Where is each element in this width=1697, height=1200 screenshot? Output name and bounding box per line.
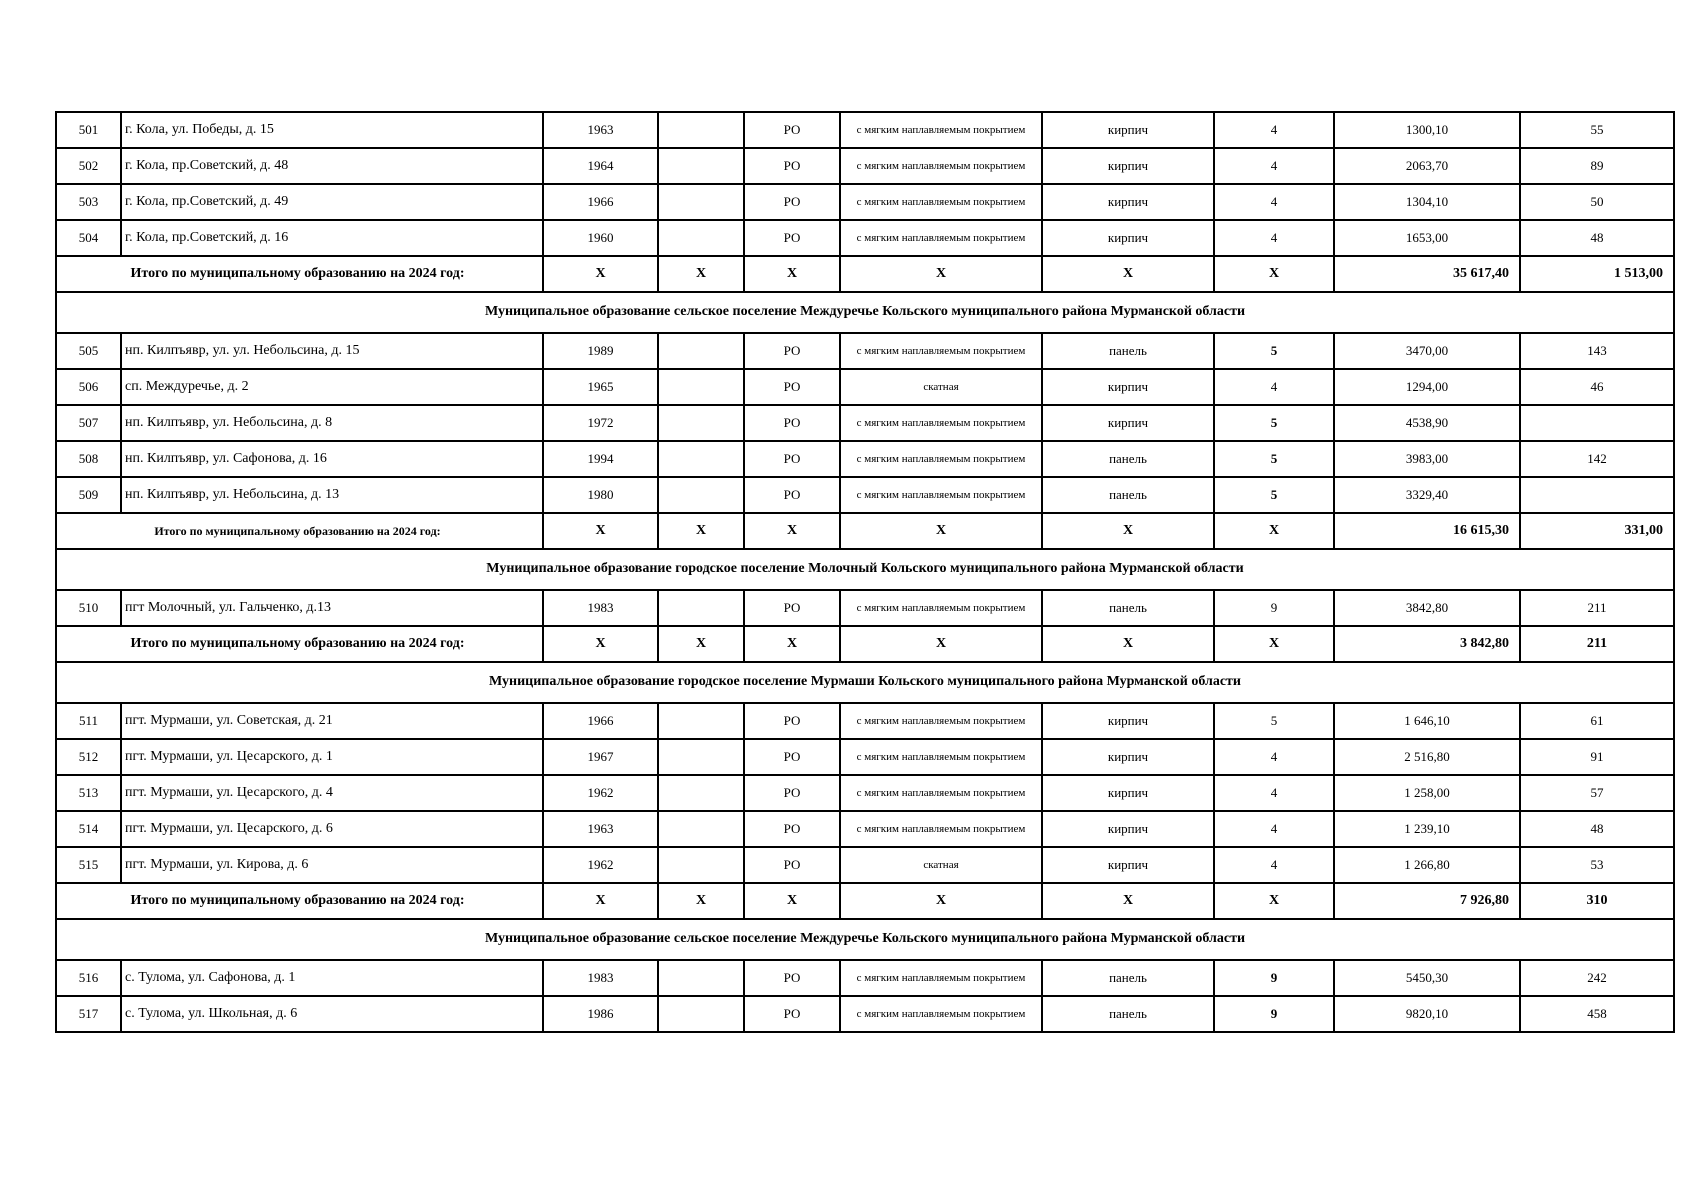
row-number: 501 — [56, 112, 121, 148]
residents-cell: 242 — [1520, 960, 1674, 996]
roof-type-cell: с мягким наплавляемым покрытием — [840, 590, 1042, 626]
x-mark-cell: X — [1042, 883, 1214, 919]
empty-cell — [658, 847, 744, 883]
roof-type-cell: с мягким наплавляемым покрытием — [840, 477, 1042, 513]
year-cell: 1972 — [543, 405, 658, 441]
year-cell: 1967 — [543, 739, 658, 775]
method-cell: РО — [744, 590, 840, 626]
municipality-section-row — [56, 919, 1674, 960]
municipality-section-row — [56, 292, 1674, 333]
address-cell: пгт Молочный, ул. Гальченко, д.13 — [121, 590, 543, 626]
address-cell: нп. Килпъявр, ул. Небольсина, д. 13 — [121, 477, 543, 513]
roof-type-cell: с мягким наплавляемым покрытием — [840, 996, 1042, 1032]
table-row — [56, 775, 1674, 811]
table-row — [56, 441, 1674, 477]
empty-cell — [658, 405, 744, 441]
residents-cell: 89 — [1520, 148, 1674, 184]
floors-cell: 5 — [1214, 441, 1334, 477]
area-cell: 3329,40 — [1334, 477, 1520, 513]
table-row — [56, 184, 1674, 220]
address-cell: г. Кола, пр.Советский, д. 49 — [121, 184, 543, 220]
residents-cell: 48 — [1520, 220, 1674, 256]
table-row — [56, 220, 1674, 256]
empty-cell — [658, 996, 744, 1032]
roof-type-cell: с мягким наплавляемым покрытием — [840, 184, 1042, 220]
x-mark-cell: X — [1042, 256, 1214, 292]
subtotal-area: 35 617,40 — [1334, 256, 1520, 292]
floors-cell: 4 — [1214, 148, 1334, 184]
table-row — [56, 369, 1674, 405]
table-row — [56, 703, 1674, 739]
address-cell: г. Кола, пр.Советский, д. 16 — [121, 220, 543, 256]
subtotal-residents: 331,00 — [1520, 513, 1674, 549]
area-cell: 3983,00 — [1334, 441, 1520, 477]
area-cell: 3842,80 — [1334, 590, 1520, 626]
floors-cell: 9 — [1214, 960, 1334, 996]
method-cell: РО — [744, 369, 840, 405]
method-cell: РО — [744, 996, 840, 1032]
x-mark-cell: X — [543, 513, 658, 549]
subtotal-area: 7 926,80 — [1334, 883, 1520, 919]
row-number: 513 — [56, 775, 121, 811]
wall-material-cell: кирпич — [1042, 220, 1214, 256]
roof-type-cell: с мягким наплавляемым покрытием — [840, 960, 1042, 996]
empty-cell — [658, 441, 744, 477]
empty-cell — [658, 703, 744, 739]
wall-material-cell: кирпич — [1042, 847, 1214, 883]
address-cell: г. Кола, ул. Победы, д. 15 — [121, 112, 543, 148]
municipality-heading: Муниципальное образование сельское поселение Междуречье Кольского муниципального района Мурманской области — [56, 292, 1674, 333]
residents-cell: 61 — [1520, 703, 1674, 739]
area-cell: 3470,00 — [1334, 333, 1520, 369]
area-cell: 4538,90 — [1334, 405, 1520, 441]
empty-cell — [658, 112, 744, 148]
table-row — [56, 960, 1674, 996]
residents-cell: 50 — [1520, 184, 1674, 220]
floors-cell: 5 — [1214, 477, 1334, 513]
row-number: 508 — [56, 441, 121, 477]
row-number: 514 — [56, 811, 121, 847]
method-cell: РО — [744, 184, 840, 220]
year-cell: 1983 — [543, 590, 658, 626]
residents-cell: 91 — [1520, 739, 1674, 775]
residents-cell: 48 — [1520, 811, 1674, 847]
wall-material-cell: панель — [1042, 441, 1214, 477]
wall-material-cell: кирпич — [1042, 811, 1214, 847]
area-cell: 1 239,10 — [1334, 811, 1520, 847]
wall-material-cell: кирпич — [1042, 703, 1214, 739]
floors-cell: 4 — [1214, 184, 1334, 220]
roof-type-cell: с мягким наплавляемым покрытием — [840, 739, 1042, 775]
floors-cell: 5 — [1214, 333, 1334, 369]
residents-cell: 57 — [1520, 775, 1674, 811]
wall-material-cell: панель — [1042, 590, 1214, 626]
wall-material-cell: кирпич — [1042, 775, 1214, 811]
table-row — [56, 112, 1674, 148]
empty-cell — [658, 477, 744, 513]
address-cell: нп. Килпъявр, ул. ул. Небольсина, д. 15 — [121, 333, 543, 369]
wall-material-cell: кирпич — [1042, 739, 1214, 775]
empty-cell — [658, 369, 744, 405]
subtotal-row — [56, 883, 1674, 919]
subtotal-row — [56, 256, 1674, 292]
year-cell: 1983 — [543, 960, 658, 996]
x-mark-cell: X — [840, 513, 1042, 549]
address-cell: пгт. Мурмаши, ул. Цесарского, д. 1 — [121, 739, 543, 775]
floors-cell: 4 — [1214, 112, 1334, 148]
row-number: 512 — [56, 739, 121, 775]
row-number: 505 — [56, 333, 121, 369]
housing-register-table — [55, 111, 1675, 1033]
area-cell: 5450,30 — [1334, 960, 1520, 996]
method-cell: РО — [744, 739, 840, 775]
floors-cell: 5 — [1214, 703, 1334, 739]
method-cell: РО — [744, 847, 840, 883]
wall-material-cell: кирпич — [1042, 405, 1214, 441]
table-row — [56, 996, 1674, 1032]
wall-material-cell: панель — [1042, 960, 1214, 996]
municipality-heading: Муниципальное образование городское поселение Мурмаши Кольского муниципального района Мурманской области — [56, 662, 1674, 703]
roof-type-cell: с мягким наплавляемым покрытием — [840, 220, 1042, 256]
empty-cell — [658, 775, 744, 811]
roof-type-cell: с мягким наплавляемым покрытием — [840, 333, 1042, 369]
row-number: 511 — [56, 703, 121, 739]
subtotal-label: Итого по муниципальному образованию на 2024 год: — [56, 883, 543, 919]
subtotal-label: Итого по муниципальному образованию на 2024 год: — [56, 513, 543, 549]
x-mark-cell: X — [658, 256, 744, 292]
municipality-section-row — [56, 549, 1674, 590]
row-number: 516 — [56, 960, 121, 996]
x-mark-cell: X — [543, 256, 658, 292]
year-cell: 1980 — [543, 477, 658, 513]
year-cell: 1962 — [543, 847, 658, 883]
empty-cell — [658, 184, 744, 220]
document-page — [55, 111, 1675, 1033]
roof-type-cell: скатная — [840, 369, 1042, 405]
method-cell: РО — [744, 703, 840, 739]
area-cell: 1 258,00 — [1334, 775, 1520, 811]
wall-material-cell: кирпич — [1042, 112, 1214, 148]
x-mark-cell: X — [1214, 256, 1334, 292]
year-cell: 1963 — [543, 112, 658, 148]
x-mark-cell: X — [1042, 513, 1214, 549]
address-cell: пгт. Мурмаши, ул. Кирова, д. 6 — [121, 847, 543, 883]
method-cell: РО — [744, 333, 840, 369]
year-cell: 1964 — [543, 148, 658, 184]
method-cell: РО — [744, 775, 840, 811]
residents-cell: 143 — [1520, 333, 1674, 369]
address-cell: нп. Килпъявр, ул. Небольсина, д. 8 — [121, 405, 543, 441]
area-cell: 1653,00 — [1334, 220, 1520, 256]
x-mark-cell: X — [543, 883, 658, 919]
roof-type-cell: с мягким наплавляемым покрытием — [840, 148, 1042, 184]
wall-material-cell: кирпич — [1042, 369, 1214, 405]
x-mark-cell: X — [1214, 626, 1334, 662]
address-cell: пгт. Мурмаши, ул. Цесарского, д. 4 — [121, 775, 543, 811]
empty-cell — [658, 960, 744, 996]
residents-cell: 142 — [1520, 441, 1674, 477]
method-cell: РО — [744, 405, 840, 441]
area-cell: 9820,10 — [1334, 996, 1520, 1032]
year-cell: 1986 — [543, 996, 658, 1032]
x-mark-cell: X — [658, 883, 744, 919]
address-cell: нп. Килпъявр, ул. Сафонова, д. 16 — [121, 441, 543, 477]
floors-cell: 4 — [1214, 811, 1334, 847]
empty-cell — [658, 590, 744, 626]
row-number: 504 — [56, 220, 121, 256]
x-mark-cell: X — [744, 513, 840, 549]
subtotal-label: Итого по муниципальному образованию на 2024 год: — [56, 626, 543, 662]
wall-material-cell: панель — [1042, 333, 1214, 369]
address-cell: пгт. Мурмаши, ул. Советская, д. 21 — [121, 703, 543, 739]
year-cell: 1966 — [543, 703, 658, 739]
residents-cell: 55 — [1520, 112, 1674, 148]
empty-cell — [658, 148, 744, 184]
subtotal-area: 3 842,80 — [1334, 626, 1520, 662]
year-cell: 1963 — [543, 811, 658, 847]
roof-type-cell: с мягким наплавляемым покрытием — [840, 703, 1042, 739]
empty-cell — [658, 811, 744, 847]
row-number: 502 — [56, 148, 121, 184]
x-mark-cell: X — [840, 256, 1042, 292]
wall-material-cell: кирпич — [1042, 184, 1214, 220]
floors-cell: 5 — [1214, 405, 1334, 441]
year-cell: 1966 — [543, 184, 658, 220]
row-number: 517 — [56, 996, 121, 1032]
empty-cell — [658, 739, 744, 775]
row-number: 507 — [56, 405, 121, 441]
residents-cell: 46 — [1520, 369, 1674, 405]
row-number: 509 — [56, 477, 121, 513]
table-row — [56, 739, 1674, 775]
roof-type-cell: с мягким наплавляемым покрытием — [840, 775, 1042, 811]
subtotal-residents: 310 — [1520, 883, 1674, 919]
x-mark-cell: X — [744, 256, 840, 292]
residents-cell — [1520, 405, 1674, 441]
x-mark-cell: X — [658, 626, 744, 662]
area-cell: 1294,00 — [1334, 369, 1520, 405]
roof-type-cell: скатная — [840, 847, 1042, 883]
table-row — [56, 405, 1674, 441]
floors-cell: 4 — [1214, 220, 1334, 256]
x-mark-cell: X — [1042, 626, 1214, 662]
subtotal-row — [56, 513, 1674, 549]
roof-type-cell: с мягким наплавляемым покрытием — [840, 441, 1042, 477]
method-cell: РО — [744, 220, 840, 256]
row-number: 503 — [56, 184, 121, 220]
residents-cell — [1520, 477, 1674, 513]
x-mark-cell: X — [1214, 883, 1334, 919]
wall-material-cell: кирпич — [1042, 148, 1214, 184]
empty-cell — [658, 333, 744, 369]
x-mark-cell: X — [1214, 513, 1334, 549]
address-cell: с. Тулома, ул. Сафонова, д. 1 — [121, 960, 543, 996]
floors-cell: 4 — [1214, 369, 1334, 405]
floors-cell: 9 — [1214, 590, 1334, 626]
address-cell: пгт. Мурмаши, ул. Цесарского, д. 6 — [121, 811, 543, 847]
subtotal-label: Итого по муниципальному образованию на 2024 год: — [56, 256, 543, 292]
table-row — [56, 477, 1674, 513]
municipality-section-row — [56, 662, 1674, 703]
method-cell: РО — [744, 960, 840, 996]
residents-cell: 458 — [1520, 996, 1674, 1032]
method-cell: РО — [744, 112, 840, 148]
year-cell: 1989 — [543, 333, 658, 369]
row-number: 510 — [56, 590, 121, 626]
municipality-heading: Муниципальное образование сельское поселение Междуречье Кольского муниципального района Мурманской области — [56, 919, 1674, 960]
address-cell: сп. Междуречье, д. 2 — [121, 369, 543, 405]
roof-type-cell: с мягким наплавляемым покрытием — [840, 811, 1042, 847]
wall-material-cell: панель — [1042, 996, 1214, 1032]
method-cell: РО — [744, 811, 840, 847]
year-cell: 1962 — [543, 775, 658, 811]
roof-type-cell: с мягким наплавляемым покрытием — [840, 405, 1042, 441]
subtotal-residents: 211 — [1520, 626, 1674, 662]
area-cell: 2063,70 — [1334, 148, 1520, 184]
x-mark-cell: X — [543, 626, 658, 662]
subtotal-residents: 1 513,00 — [1520, 256, 1674, 292]
floors-cell: 9 — [1214, 996, 1334, 1032]
table-row — [56, 590, 1674, 626]
year-cell: 1994 — [543, 441, 658, 477]
x-mark-cell: X — [840, 883, 1042, 919]
table-row — [56, 847, 1674, 883]
residents-cell: 211 — [1520, 590, 1674, 626]
subtotal-area: 16 615,30 — [1334, 513, 1520, 549]
floors-cell: 4 — [1214, 739, 1334, 775]
method-cell: РО — [744, 148, 840, 184]
area-cell: 1300,10 — [1334, 112, 1520, 148]
area-cell: 2 516,80 — [1334, 739, 1520, 775]
table-row — [56, 148, 1674, 184]
x-mark-cell: X — [658, 513, 744, 549]
x-mark-cell: X — [840, 626, 1042, 662]
roof-type-cell: с мягким наплавляемым покрытием — [840, 112, 1042, 148]
row-number: 515 — [56, 847, 121, 883]
area-cell: 1 646,10 — [1334, 703, 1520, 739]
empty-cell — [658, 220, 744, 256]
row-number: 506 — [56, 369, 121, 405]
address-cell: с. Тулома, ул. Школьная, д. 6 — [121, 996, 543, 1032]
area-cell: 1304,10 — [1334, 184, 1520, 220]
x-mark-cell: X — [744, 883, 840, 919]
floors-cell: 4 — [1214, 847, 1334, 883]
wall-material-cell: панель — [1042, 477, 1214, 513]
table-row — [56, 811, 1674, 847]
municipality-heading: Муниципальное образование городское поселение Молочный Кольского муниципального района Мурманской области — [56, 549, 1674, 590]
x-mark-cell: X — [744, 626, 840, 662]
subtotal-row — [56, 626, 1674, 662]
year-cell: 1960 — [543, 220, 658, 256]
residents-cell: 53 — [1520, 847, 1674, 883]
year-cell: 1965 — [543, 369, 658, 405]
method-cell: РО — [744, 441, 840, 477]
area-cell: 1 266,80 — [1334, 847, 1520, 883]
method-cell: РО — [744, 477, 840, 513]
floors-cell: 4 — [1214, 775, 1334, 811]
table-row — [56, 333, 1674, 369]
address-cell: г. Кола, пр.Советский, д. 48 — [121, 148, 543, 184]
